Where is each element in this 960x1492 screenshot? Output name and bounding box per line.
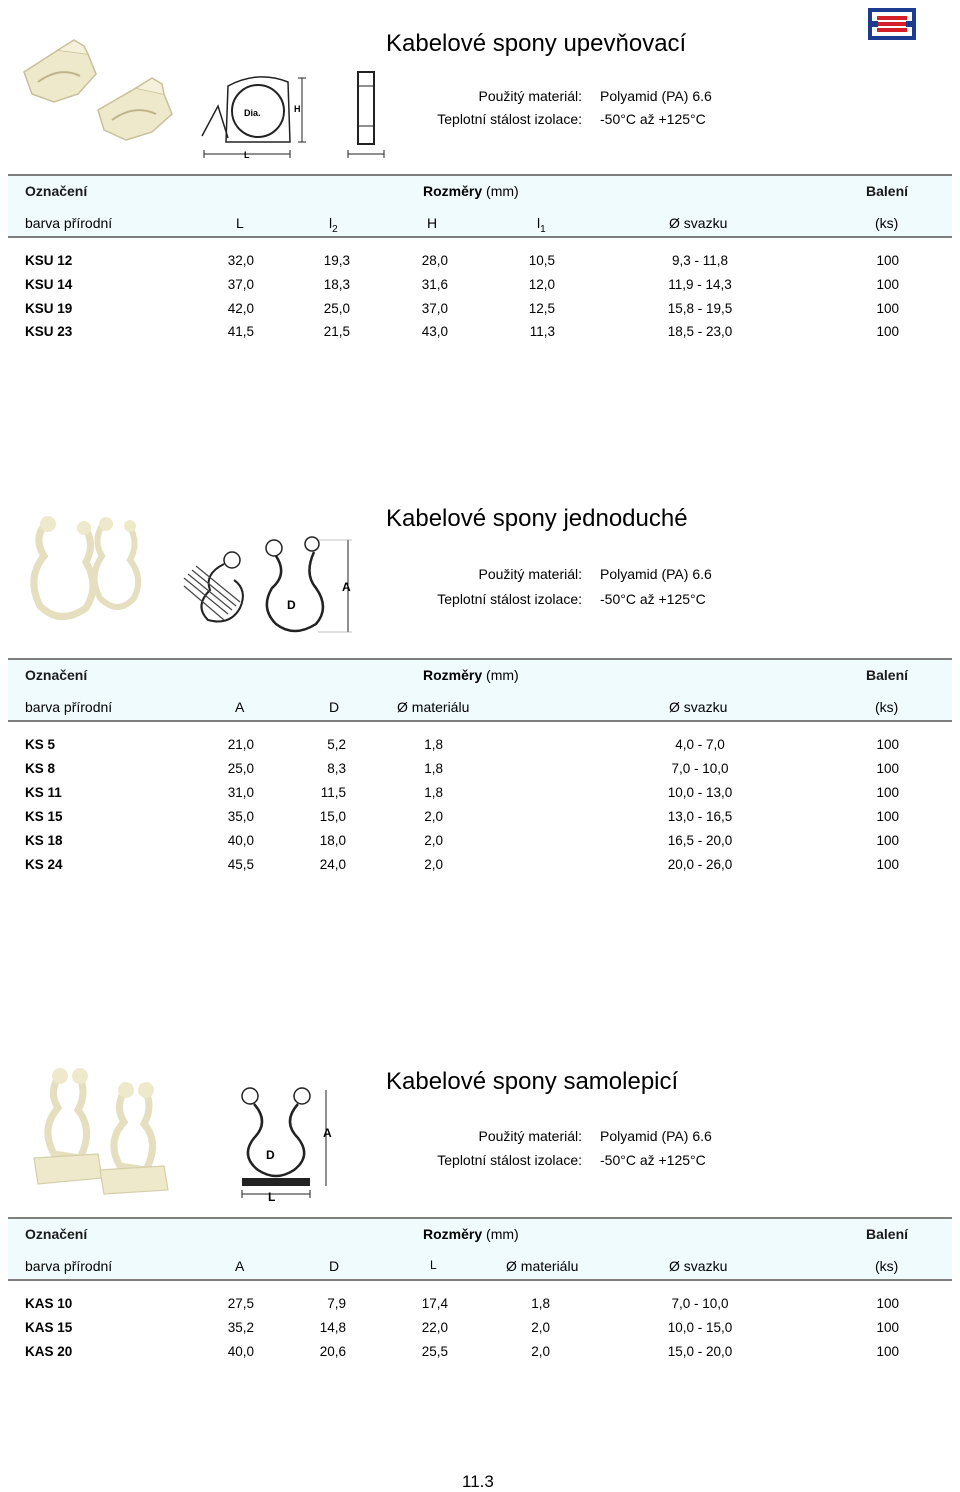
header-col-svazku: Ø svazku: [669, 1258, 728, 1274]
header-rozmery: Rozměry (mm): [423, 183, 519, 199]
table-row: KAS 15 35,2 14,8 22,0 2,0 10,0 - 15,0 100: [25, 1320, 899, 1335]
header-baleni: Balení: [866, 183, 909, 199]
material-label: Použitý materiál:: [478, 88, 582, 104]
temperature-value: -50°C až +125°C: [600, 1152, 706, 1168]
table-row: KSU 19 42,0 25,0 37,0 12,5 15,8 - 19,5 100: [25, 301, 899, 316]
ksu-clip-photo: [18, 32, 178, 144]
table-row: KS 5 21,0 5,2 1,8 4,0 - 7,0 100: [25, 737, 899, 752]
material-label: Použitý materiál:: [478, 566, 582, 582]
header-col-material: Ø materiálu: [397, 699, 470, 715]
header-col-svazku: Ø svazku: [669, 699, 728, 715]
header-col-d: D: [329, 699, 340, 715]
drawing-label-l: L: [268, 1190, 276, 1204]
drawing-label-a: A: [342, 580, 351, 594]
drawing-label-dia: Dia.: [244, 108, 261, 118]
kas-clip-photo: [30, 1066, 180, 1196]
material-value: Polyamid (PA) 6.6: [600, 88, 712, 104]
header-baleni: Balení: [866, 1226, 909, 1242]
drawing-label-a: A: [323, 1126, 332, 1140]
ks-clip-photo: [30, 516, 146, 626]
table-row: KS 15 35,0 15,0 2,0 13,0 - 16,5 100: [25, 809, 899, 824]
header-oznaceni: Označení: [25, 667, 88, 683]
header-oznaceni: Označení: [25, 183, 88, 199]
header-col-l: L: [236, 215, 244, 231]
header-barva: barva přírodní: [25, 1258, 113, 1274]
table-row: KS 24 45,5 24,0 2,0 20,0 - 26,0 100: [25, 857, 899, 872]
table-row: KS 18 40,0 18,0 2,0 16,5 - 20,0 100: [25, 833, 899, 848]
ks-clip-bundle-drawing: [184, 544, 264, 624]
header-col-l1: $l_1$: [537, 215, 546, 235]
header-ks: (ks): [875, 699, 899, 715]
temperature-label: Teplotní stálost izolace:: [437, 591, 582, 607]
temperature-value: -50°C až +125°C: [600, 591, 706, 607]
material-value: Polyamid (PA) 6.6: [600, 1128, 712, 1144]
drawing-label-l: L: [244, 150, 250, 160]
header-col-a: A: [235, 699, 245, 715]
drawing-label-d: D: [287, 598, 296, 612]
table-row: KSU 23 41,5 21,5 43,0 11,3 18,5 - 23,0 100: [25, 324, 899, 339]
header-rozmery: Rozměry (mm): [423, 1226, 519, 1242]
header-col-material: Ø materiálu: [506, 1258, 579, 1274]
section-title: Kabelové spony samolepicí: [386, 1068, 679, 1095]
temperature-label: Teplotní stálost izolace:: [437, 111, 582, 127]
header-col-a: A: [235, 1258, 245, 1274]
header-barva: barva přírodní: [25, 215, 113, 231]
header-oznaceni: Označení: [25, 1226, 88, 1242]
page-number: 11.3: [462, 1472, 494, 1491]
table-row: KAS 20 40,0 20,6 25,5 2,0 15,0 - 20,0 100: [25, 1344, 899, 1359]
company-logo-icon: [868, 8, 916, 40]
table-row: KS 8 25,0 8,3 1,8 7,0 - 10,0 100: [25, 761, 899, 776]
table-row: KSU 14 37,0 18,3 31,6 12,0 11,9 - 14,3 100: [25, 277, 899, 292]
temperature-value: -50°C až +125°C: [600, 111, 706, 127]
section-title: Kabelové spony upevňovací: [386, 30, 687, 57]
temperature-label: Teplotní stálost izolace:: [437, 1152, 582, 1168]
material-label: Použitý materiál:: [478, 1128, 582, 1144]
table-row: KS 11 31,0 11,5 1,8 10,0 - 13,0 100: [25, 785, 899, 800]
header-barva: barva přírodní: [25, 699, 113, 715]
table-row: KAS 10 27,5 7,9 17,4 1,8 7,0 - 10,0 100: [25, 1296, 899, 1311]
header-rozmery: Rozměry (mm): [423, 667, 519, 683]
section-title: Kabelové spony jednoduché: [386, 505, 688, 532]
header-col-l: L: [430, 1258, 437, 1272]
table-row: KSU 12 32,0 19,3 28,0 10,5 9,3 - 11,8 100: [25, 253, 899, 268]
header-col-h: H: [427, 215, 438, 231]
header-ks: (ks): [875, 215, 899, 231]
header-col-d: D: [329, 1258, 340, 1274]
drawing-label-d: D: [266, 1148, 275, 1162]
header-col-l2: $l_2$: [329, 215, 338, 235]
header-col-svazku: Ø svazku: [669, 215, 728, 231]
material-value: Polyamid (PA) 6.6: [600, 566, 712, 582]
header-baleni: Balení: [866, 667, 909, 683]
drawing-label-h: H: [294, 104, 301, 114]
header-ks: (ks): [875, 1258, 899, 1274]
